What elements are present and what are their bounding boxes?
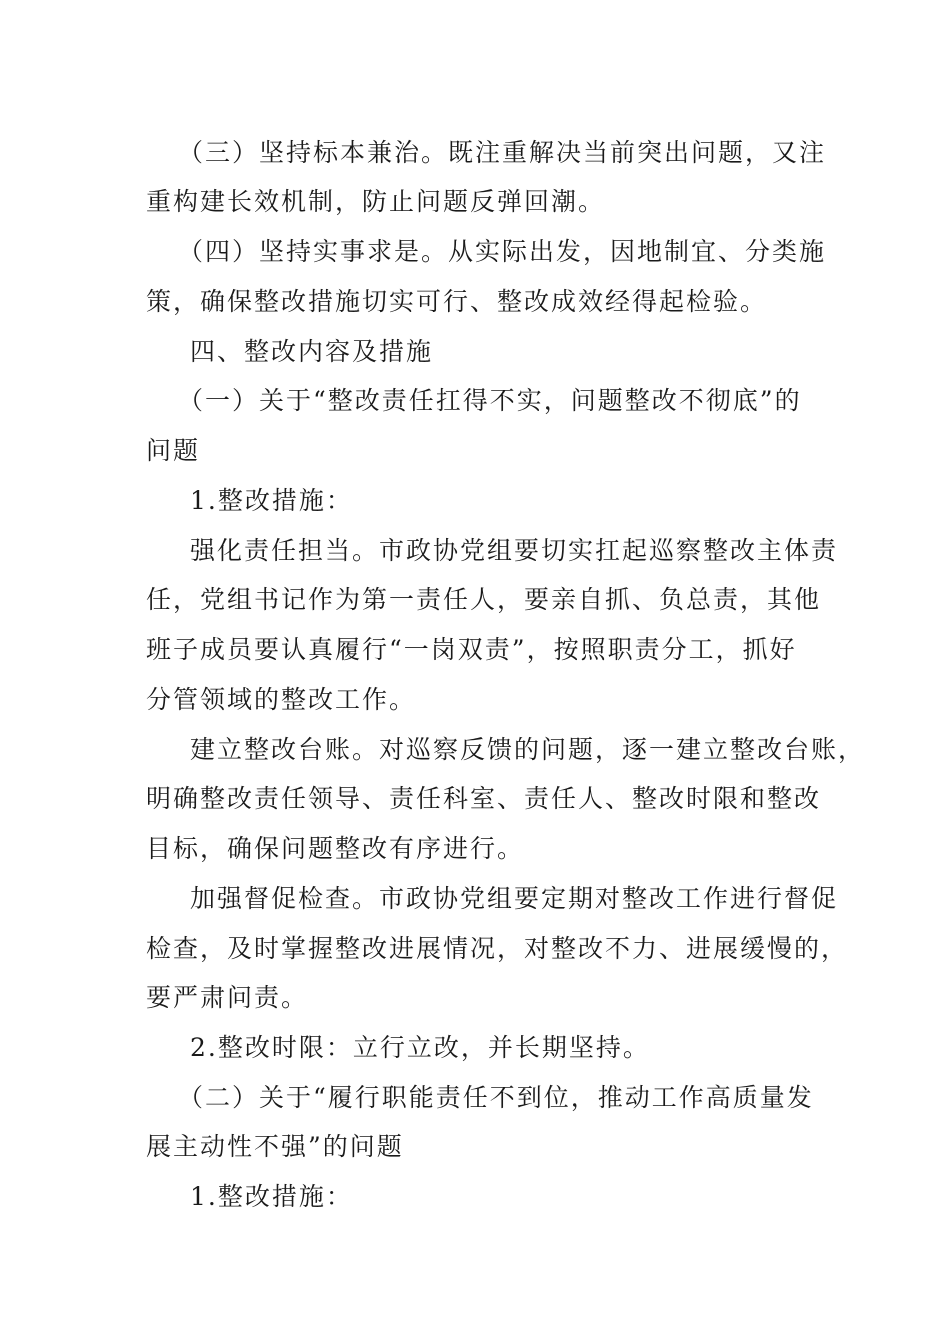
paragraph-line: 建立整改台账。对巡察反馈的问题，逐一建立整改台账， (190, 735, 866, 764)
paragraph-line: 检查，及时掌握整改进展情况，对整改不力、进展缓慢的， (146, 934, 849, 963)
paragraph-line: 明确整改责任领导、责任科室、责任人、整改时限和整改 (146, 784, 822, 813)
paragraph-line: （三）坚持标本兼治。既注重解决当前突出问题，又注 (178, 138, 827, 167)
paragraph-line: 加强督促检查。市政协党组要定期对整改工作进行督促 (190, 884, 839, 913)
item-label: 1.整改措施： (190, 1182, 353, 1211)
subsection-heading: 展主动性不强”的问题 (146, 1132, 404, 1161)
paragraph-line: （四）坚持实事求是。从实际出发，因地制宜、分类施 (178, 237, 827, 266)
section-heading: 四、整改内容及措施 (190, 337, 434, 366)
paragraph-line: 要严肃问责。 (146, 983, 309, 1012)
subsection-heading: （二）关于“履行职能责任不到位，推动工作高质量发 (178, 1083, 814, 1112)
paragraph-line: 策，确保整改措施切实可行、整改成效经得起检验。 (146, 287, 768, 316)
paragraph-line: 分管领域的整改工作。 (146, 685, 417, 714)
paragraph-line: 目标，确保问题整改有序进行。 (146, 834, 525, 863)
item-label: 2.整改时限：立行立改，并长期坚持。 (190, 1033, 650, 1062)
paragraph-line: 班子成员要认真履行“一岗双责”，按照职责分工，抓好 (146, 635, 797, 664)
paragraph-line: 强化责任担当。市政协党组要切实扛起巡察整改主体责 (190, 536, 839, 565)
subsection-heading: 问题 (146, 436, 201, 465)
subsection-heading: （一）关于“整改责任扛得不实，问题整改不彻底”的 (178, 386, 802, 415)
paragraph-line: 重构建长效机制，防止问题反弹回潮。 (146, 187, 606, 216)
paragraph-line: 任，党组书记作为第一责任人，要亲自抓、负总责，其他 (146, 585, 822, 614)
item-label: 1.整改措施： (190, 486, 353, 515)
